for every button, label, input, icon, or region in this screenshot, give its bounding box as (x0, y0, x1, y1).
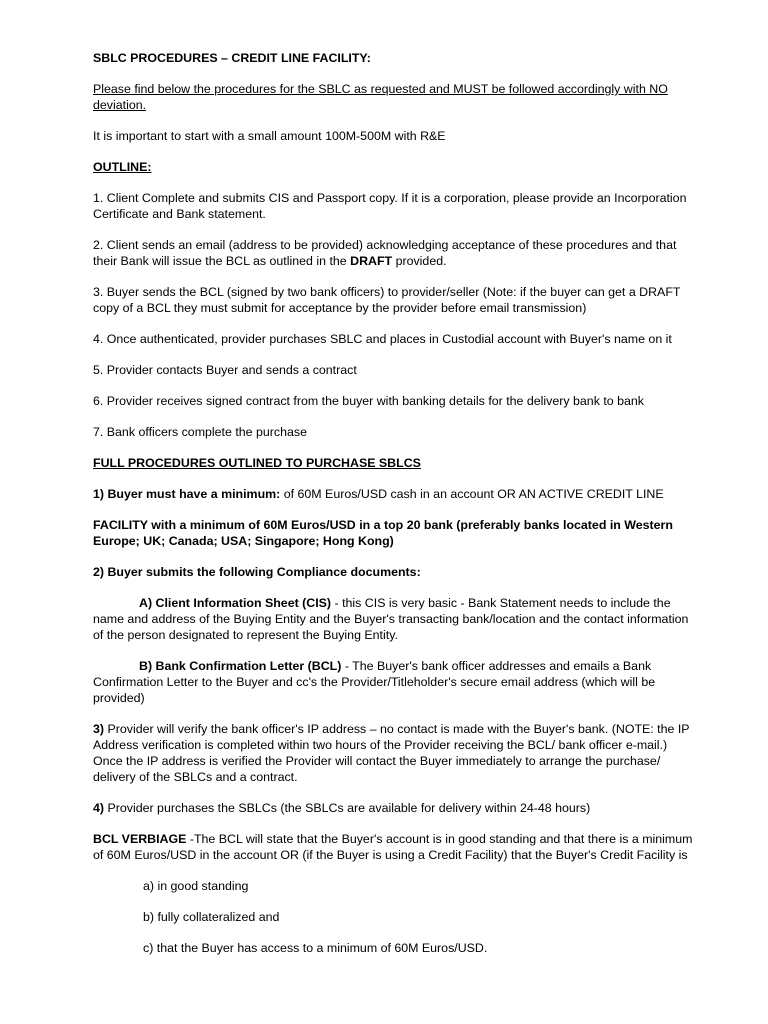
document-page (93, 50, 693, 956)
sub-item-b: b) fully collateralized and (143, 910, 280, 924)
draft-keyword: DRAFT (350, 254, 393, 268)
step-4-text: Provider purchases the SBLCs (the SBLCs are available for delivery within 24-48 hours) (104, 801, 591, 815)
compliance-doc-b-text: - The Buyer's bank officer addresses and emails a Bank Confirmation Letter to the Buyer and cc's the Provider/Titleholder's secure email address (which will be provided) (93, 659, 656, 705)
bcl-verbiage-text: -The BCL will state that the Buyer's account is in good standing and that there is a minimum of 60M Euros/USD in the account OR (if the Buyer is using a Credit Facility) that the Buyer's Credit Facility is (93, 832, 693, 862)
compliance-doc-a-text: - this CIS is very basic - Bank Statement needs to include the name and address of the Buying Entity and the Buyer's transacting bank/location and the contact information of the person designated to represent the Buying Entity. (93, 596, 689, 642)
step-4-label: 4) (93, 801, 105, 815)
step-1-label: 1) Buyer must have a minimum: (93, 487, 281, 501)
outline-item-3: 3. Buyer sends the BCL (signed by two bank officers) to provider/seller (Note: if the buyer can get a DRAFT copy of a BCL they must submit for acceptance by the provider before email transmission) (93, 285, 681, 315)
bcl-verbiage (93, 831, 693, 863)
outline-item-1: 1. Client Complete and submits CIS and Passport copy. If it is a corporation, please provide an Incorporation Certificate and Bank statement. (93, 191, 687, 221)
compliance-doc-b (93, 658, 693, 706)
step-3-label: 3) (93, 722, 105, 736)
compliance-doc-b-label: B) Bank Confirmation Letter (BCL) (139, 659, 342, 673)
outline-item-6: 6. Provider receives signed contract from the buyer with banking details for the delivery bank to bank (93, 394, 644, 408)
step-3-text: Provider will verify the bank officer's IP address – no contact is made with the Buyer's bank. (NOTE: the IP Address verification is completed within two hours of the Provider receiving the BCL/ bank officer e-mail.) Once the IP address is verified the Provider will contact the Buyer immediately to arrange the purchase/ delivery of the SBLCs and a contract. (93, 722, 690, 784)
outline-item-2-text: 2. Client sends an email (address to be provided) acknowledging acceptance of these procedures and that their Bank will issue the BCL as outlined in the (93, 238, 677, 268)
step-4 (93, 800, 693, 816)
step-3 (93, 721, 693, 785)
outline-item-2-end: provided. (392, 254, 447, 268)
compliance-doc-a-label: A) Client Information Sheet (CIS) (139, 596, 332, 610)
intro-paragraph: Please find below the procedures for the SBLC as requested and MUST be followed accordingly with NO deviation. (93, 82, 668, 112)
step-1-text: of 60M Euros/USD cash in an account OR AN ACTIVE CREDIT LINE (280, 487, 664, 501)
facility-paragraph: FACILITY with a minimum of 60M Euros/USD in a top 20 bank (preferably banks located in Western Europe; UK; Canada; USA; Singapore; Hong Kong) (93, 518, 673, 548)
sub-item-a: a) in good standing (143, 879, 249, 893)
document-title: SBLC PROCEDURES – CREDIT LINE FACILITY: (93, 51, 371, 65)
outline-item-7: 7. Bank officers complete the purchase (93, 425, 307, 439)
important-note: It is important to start with a small amount 100M-500M with R&E (93, 129, 446, 143)
step-1 (93, 486, 693, 502)
outline-item-4: 4. Once authenticated, provider purchases SBLC and places in Custodial account with Buyer's name on it (93, 332, 672, 346)
compliance-doc-a (93, 595, 693, 643)
outline-item-5: 5. Provider contacts Buyer and sends a contract (93, 363, 357, 377)
sub-item-c: c) that the Buyer has access to a minimum of 60M Euros/USD. (143, 941, 488, 955)
outline-heading: OUTLINE: (93, 160, 152, 174)
bcl-verbiage-label: BCL VERBIAGE (93, 832, 187, 846)
full-procedures-heading: FULL PROCEDURES OUTLINED TO PURCHASE SBLCS (93, 456, 421, 470)
step-2: 2) Buyer submits the following Compliance documents: (93, 565, 421, 579)
outline-item-2 (93, 237, 693, 269)
